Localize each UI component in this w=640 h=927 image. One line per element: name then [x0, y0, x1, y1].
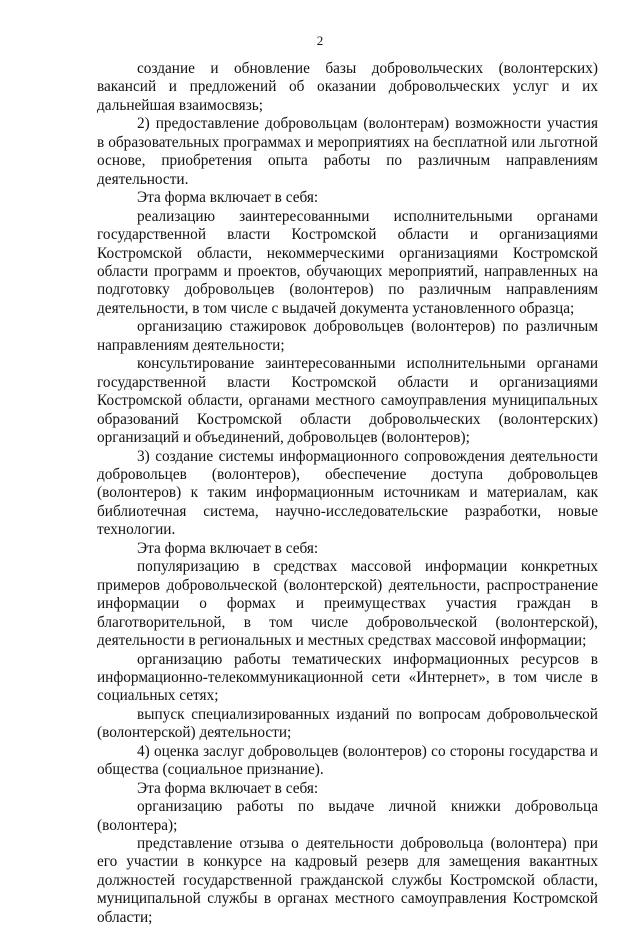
paragraph: Эта форма включает в себя:: [137, 779, 319, 797]
paragraph: организацию работы тематических информационных ресурсов в информационно-телекоммуникационной сети «Интернет», в том числе в социальных сетях;: [97, 650, 598, 705]
paragraph: представление отзыва о деятельности добровольца (волонтера) при его участии в конкурсе на кадровый резерв для замещения вакантных должностей государственной гражданской службы Костромской области, муниципальной службы в органах местного самоуправления Костромской области;: [97, 835, 598, 926]
paragraph: Эта форма включает в себя:: [137, 189, 319, 207]
paragraph: 3) создание системы информационного сопровождения деятельности добровольцев (волонтеров), обеспечение доступа добровольцев (волонтеров) к таким информационным источникам и материалам, как библиотечная система, научно-исследовательские разработки, новые технологии.: [97, 447, 598, 539]
paragraph: популяризацию в средствах массовой информации конкретных примеров добровольческой (волонтерской) деятельности, распространение информации о формах и преимуществах участия граждан в благотворительной, в том числе добровольческой (волонтерской), деятельности в региональных и местных средствах массовой информации;: [97, 558, 598, 650]
paragraph: создание и обновление базы добровольческих (волонтерских) вакансий и предложений об оказании добровольческих услуг и их дальнейшая взаимосвязь;: [97, 60, 598, 114]
paragraph: выпуск специализированных изданий по вопросам добровольческой (волонтерской) деятельности;: [97, 705, 598, 742]
page-number: 2: [316, 33, 324, 48]
document-body: [97, 60, 598, 927]
paragraph: реализацию заинтересованными исполнительными органами государственной власти Костромской области и организациями Костромской области, некоммерческими организациями Костромской области программ и проектов, обучающих мероприятий, направленных на подготовку добровольцев (волонтеров) по различным направлениям деятельности, в том числе с выдачей документа установленного образца;: [97, 207, 598, 317]
paragraph: 2) предоставление добровольцам (волонтерам) возможности участия в образовательных программах и мероприятиях на бесплатной или льготной основе, приобретения опыта работы по различным направлениям деятельности.: [97, 115, 598, 188]
paragraph: организацию стажировок добровольцев (волонтеров) по различным направлениям деятельности;: [97, 318, 598, 354]
paragraph: организацию работы по выдаче личной книжки добровольца (волонтера);: [97, 798, 598, 834]
paragraph: 4) оценка заслуг добровольцев (волонтеров) со стороны государства и общества (социальное признание).: [97, 742, 598, 779]
paragraph: консультирование заинтересованными исполнительными органами государственной власти Костромской области и организациями Костромской области, органами местного самоуправления муниципальных образований Костромской области добровольческих (волонтерских) организаций и объединений, добровольцев (волонтеров);: [97, 355, 598, 447]
paragraph: Эта форма включает в себя:: [137, 539, 319, 557]
